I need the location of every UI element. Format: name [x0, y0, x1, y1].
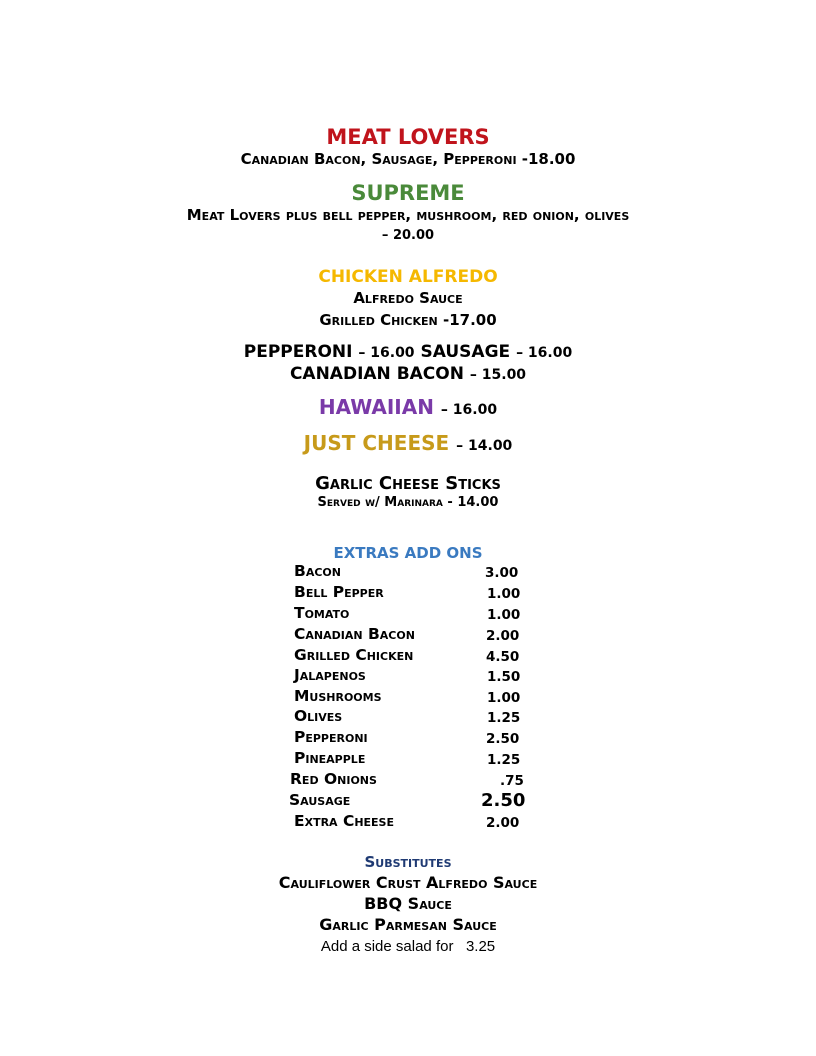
sausage-name: SAUSAGE	[420, 342, 511, 362]
substitute-item: BBQ Sauce	[364, 894, 452, 913]
extra-price-olives: 1.25	[487, 710, 521, 726]
extra-price-canadian-bacon: 2.00	[486, 628, 520, 644]
supreme-description: Meat Lovers plus bell pepper, mushroom, red onion, olives	[186, 206, 630, 224]
extra-price-mushrooms: 1.00	[487, 690, 521, 706]
extra-price-pineapple: 1.25	[487, 752, 521, 768]
meat-lovers-title: MEAT LOVERS	[326, 125, 490, 149]
just-cheese-price: – 14.00	[456, 438, 513, 454]
extra-price-grilled-chicken: 4.50	[486, 649, 520, 665]
pepperoni-sausage-line	[0, 342, 816, 362]
extra-item-mushrooms: Mushrooms	[294, 687, 382, 705]
extra-price-bacon: 3.00	[485, 565, 519, 581]
extra-item-canadian-bacon: Canadian Bacon	[294, 625, 415, 643]
extra-price-red-onions: .75	[500, 773, 524, 789]
supreme-title: SUPREME	[351, 181, 465, 205]
extra-price-sausage: 2.50	[481, 790, 526, 811]
extra-item-bell-pepper: Bell Pepper	[294, 583, 384, 601]
supreme-price: – 20.00	[381, 228, 435, 243]
extra-price-tomato: 1.00	[487, 607, 521, 623]
garlic-cheese-sticks-subtitle: Served w/ Marinara - 14.00	[317, 495, 499, 510]
extra-item-olives: Olives	[294, 707, 343, 725]
extra-item-grilled-chicken: Grilled Chicken	[294, 646, 414, 664]
extra-item-jalapenos: Jalapenos	[294, 666, 366, 684]
substitutes-title: Substitutes	[364, 853, 452, 871]
canadian-bacon-name: CANADIAN BACON	[289, 364, 464, 384]
substitute-item: Cauliflower Crust Alfredo Sauce	[278, 873, 538, 892]
chicken-alfredo-sauce: Alfredo Sauce	[353, 289, 463, 307]
extra-item-tomato: Tomato	[294, 604, 350, 622]
garlic-cheese-sticks-title: Garlic Cheese Sticks	[315, 473, 501, 494]
extra-item-extra-cheese: Extra Cheese	[294, 812, 394, 830]
just-cheese-line	[0, 431, 816, 455]
substitute-item: Garlic Parmesan Sauce	[319, 915, 497, 934]
hawaiian-name: HAWAIIAN	[318, 395, 434, 419]
hawaiian-price: – 16.00	[440, 402, 498, 418]
extra-item-pepperoni: Pepperoni	[294, 728, 368, 746]
extra-item-bacon: Bacon	[294, 562, 341, 580]
pepperoni-name: PEPPERONI	[243, 342, 353, 362]
extra-price-pepperoni: 2.50	[486, 731, 520, 747]
side-salad-line: Add a side salad for 3.25	[320, 938, 496, 955]
extra-item-sausage: Sausage	[289, 791, 351, 809]
just-cheese-name: JUST CHEESE	[303, 431, 450, 455]
extra-price-extra-cheese: 2.00	[486, 815, 520, 831]
extra-price-bell-pepper: 1.00	[487, 586, 521, 602]
canadian-bacon-line	[0, 364, 816, 384]
meat-lovers-description: Canadian Bacon, Sausage, Pepperoni -18.00	[240, 150, 576, 168]
extra-item-pineapple: Pineapple	[294, 749, 366, 767]
chicken-alfredo-price: Grilled Chicken -17.00	[319, 311, 497, 329]
extras-title: EXTRAS ADD ONS	[333, 544, 483, 562]
canadian-bacon-price: – 15.00	[469, 367, 527, 383]
pepperoni-price: – 16.00	[358, 345, 415, 361]
sausage-price: – 16.00	[516, 345, 573, 361]
chicken-alfredo-title: CHICKEN ALFREDO	[318, 267, 498, 287]
hawaiian-line	[0, 395, 816, 419]
extra-item-red-onions: Red Onions	[290, 770, 377, 788]
extra-price-jalapenos: 1.50	[487, 669, 521, 685]
